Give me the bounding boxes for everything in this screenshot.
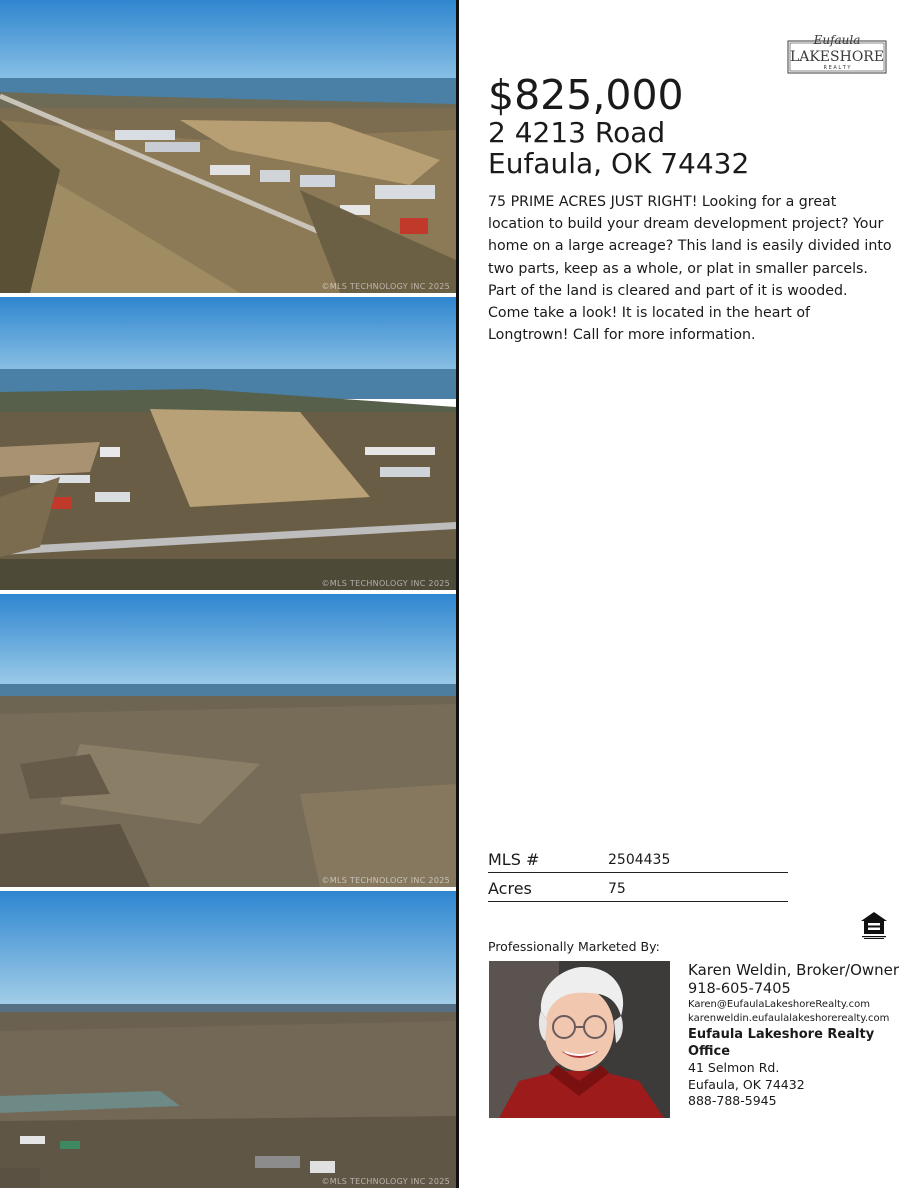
marketed-by-label: Professionally Marketed By: [488, 939, 660, 954]
svg-text:LAKESHORE: LAKESHORE [789, 49, 885, 65]
address-city: Eufaula, OK 74432 [488, 147, 750, 180]
aerial-photo-2 [0, 297, 456, 590]
aerial-photo-4-image [0, 891, 456, 1188]
photo-watermark: ©MLS TECHNOLOGY INC 2025 [321, 876, 450, 885]
photo-column [0, 0, 456, 1188]
detail-label: MLS # [488, 850, 540, 869]
detail-row-acres [488, 879, 788, 902]
agent-website[interactable]: karenweldin.eufaulalakeshorerealty.com [688, 1013, 890, 1024]
eufaula-lakeshore-realty-logo [787, 32, 887, 74]
photo-watermark: ©MLS TECHNOLOGY INC 2025 [321, 1177, 450, 1186]
office-street: 41 Selmon Rd. [688, 1060, 780, 1075]
address-street: 2 4213 Road [488, 116, 666, 149]
equal-housing-opportunity-icon [859, 910, 889, 940]
agent-photo [489, 961, 670, 1118]
agent-phone[interactable]: 918-605-7405 [688, 981, 791, 997]
detail-row-mls [488, 850, 788, 873]
aerial-photo-3 [0, 594, 456, 887]
detail-label: Acres [488, 879, 532, 898]
svg-text:R E A L T Y: R E A L T Y [823, 65, 851, 71]
office-name: Eufaula Lakeshore Realty Office [688, 1027, 875, 1059]
photo-watermark: ©MLS TECHNOLOGY INC 2025 [321, 282, 450, 291]
aerial-photo-1-image [0, 0, 456, 293]
aerial-photo-3-image [0, 594, 456, 887]
agent-portrait-image [489, 961, 670, 1118]
agent-email[interactable]: Karen@EufaulaLakeshoreRealty.com [688, 999, 870, 1010]
listing-price: $825,000 [488, 71, 684, 119]
aerial-photo-1 [0, 0, 456, 293]
office-city: Eufaula, OK 74432 [688, 1076, 805, 1092]
agent-contact-block [688, 961, 913, 1110]
listing-description: 75 PRIME ACRES JUST RIGHT! Looking for a great location to build your dream development project? Your home on a large acreage? This land is easily divided into two parts, keep as a whole, or plat in smaller parcels. Part of the land is cleared and part of it is wooded. Come take a look! It is located in the heart of Longtrown! Call for more information. [488, 194, 892, 344]
agent-name: Karen Weldin, Broker/Owner [688, 961, 900, 979]
aerial-photo-2-image [0, 297, 456, 590]
aerial-photo-4 [0, 891, 456, 1188]
office-phone[interactable]: 888-788-5945 [688, 1093, 777, 1108]
detail-value: 75 [608, 881, 626, 897]
photo-watermark: ©MLS TECHNOLOGY INC 2025 [321, 579, 450, 588]
column-divider [456, 0, 459, 1188]
svg-text:Eufaula: Eufaula [813, 33, 861, 47]
detail-value: 2504435 [608, 852, 671, 868]
